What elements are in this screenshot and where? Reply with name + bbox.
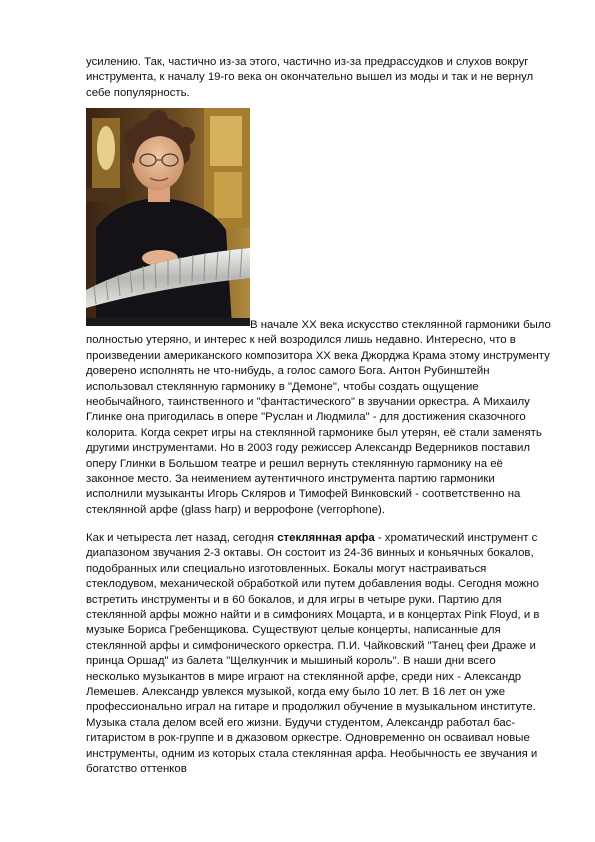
intro-paragraph: усилению. Так, частично из-за этого, частично из-за предрассудков и слухов вокруг инструмента, к началу 19-го века он окончательно вышел из моды и так и не вернул себе популярность. [86,56,534,99]
harmonica-history-text: В начале XX века искусство стеклянной гармоники было полностью утеряно, и интерес к ней возродился лишь недавно. Интересно, что в произведении американского композитора XX века Джорджа Крама этому инструменту доверено исполнять не что-нибудь, а голос самого Бога. Антон Рубинштейн использовал стеклянную гармонику в "Демоне", чтобы создать ощущение необычайного, таинственного и "фантастического" в звучании оркестра. А Михаилу Глинке она пригодилась в опере "Руслан и Людмила" - для достижения сказочного колорита. Когда секрет игры на стеклянной гармонике был утерян, её стали заменять другими инструментами. Но в 2003 году режиссер Александр Ведерников поставил оперу Глинки в Большом театре и решил вернуть стеклянную гармонику на её законное место. За неимением аутентичного инструмента партию гармоники исполнили музыканты Игорь Скляров и Тимофей Винковский - соответственно на стеклянной арфе (glass harp) и веррофоне (verrophone). [86,319,551,516]
musician-photo [86,108,250,326]
glass-harp-term: стеклянная арфа [277,532,375,544]
glass-harp-text-rest: - хроматический инструмент с диапазоном звучания 2-3 октавы. Он состоит из 24-36 винных и коньячных бокалов, подобранных или специально изготовленных. Бокалы могут настраиваться стеклодувом, механической обработкой или путем добавления воды. Сегодня можно встретить инструменты и в 60 бокалов, и для игры в четыре руки. Партию для стеклянной арфы можно найти и в симфониях Моцарта, и в концертах Pink Floyd, и в музыке Бориса Гребенщикова. Существуют целые концерты, написанные для стеклянной арфы и симфонического оркестра. П.И. Чайковский "Танец феи Драже и принца Оршад" из балета "Щелкунчик и мышиный король". В наши дни всего несколько музыкантов в мире играют на стеклянной арфе, среди них - Александр Лемешев. Александр увлекся музыкой, когда ему было 10 лет. В 16 лет он уже профессионально играл на гитаре и продолжил обучение в музыкальном институте. Музыка стала делом всей его жизни. Будучи студентом, Александр работал бас-гитаристом в рок-группе и в джазовом оркестре. Одновременно он осваивал новые инструменты, одним из которых стала стеклянная арфа. Необычность ее звучания и богатство оттенков [86,532,540,776]
harmonica-history-paragraph [86,318,551,518]
glass-harp-paragraph [86,531,551,778]
photo-musician-glass-harmonica-icon [86,108,250,326]
image-inline-spacer [86,327,250,328]
glass-harp-text-start: Как и четыреста лет назад, сегодня [86,532,278,544]
